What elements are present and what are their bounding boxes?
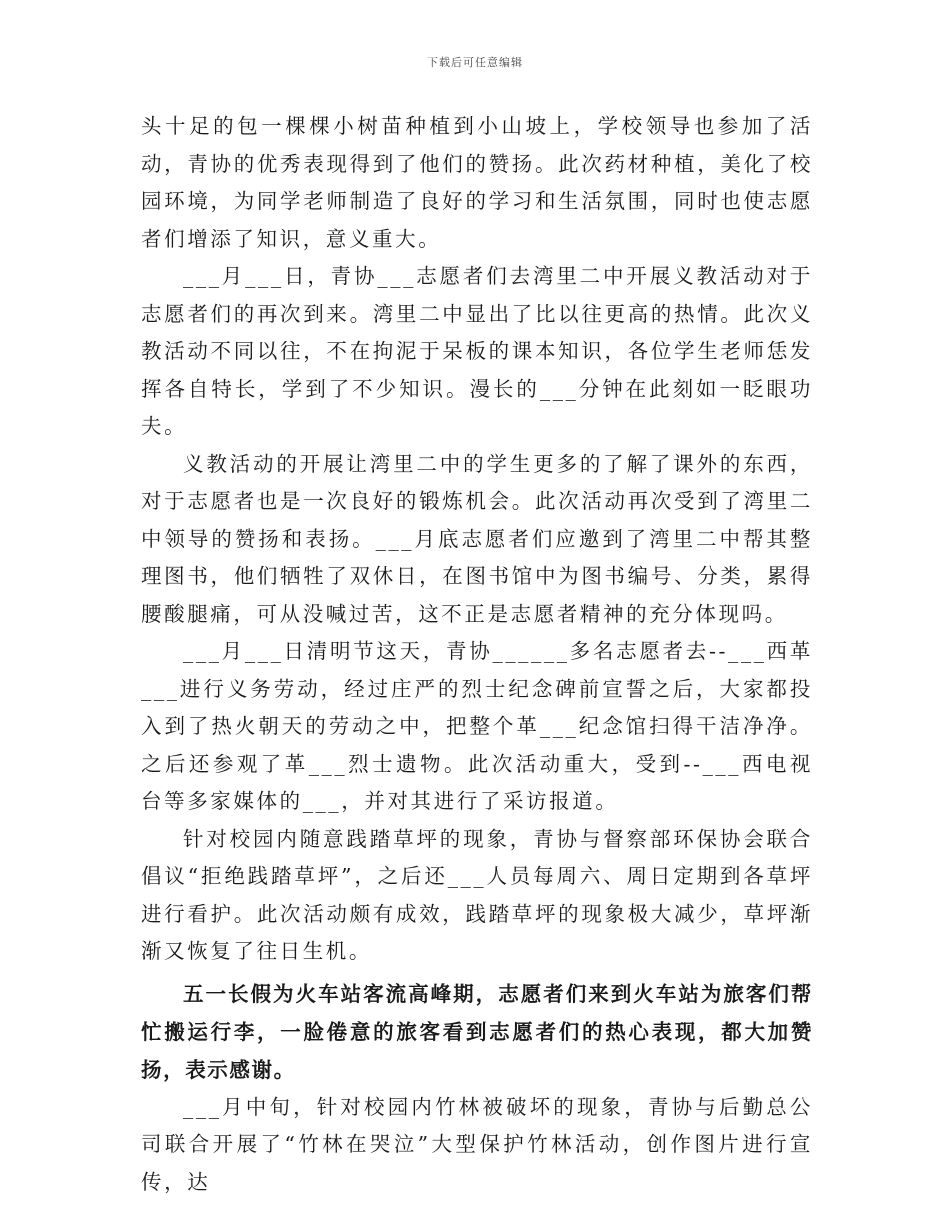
paragraph-library-help: 义教活动的开展让湾里二中的学生更多的了解了课外的东西，对于志愿者也是一次良好的锻炼机会。此次活动再次受到了湾里二中领导的赞扬和表扬。___月底志愿者们应邀到了湾里二中帮其整理图书，他们牺牲了双休日，在图书馆中为图书编号、分类，累得腰酸腿痛，可从没喊过苦，这不正是志愿者精神的充分体现吗。 — [141, 451, 813, 626]
paragraph-lawn-protection: 针对校园内随意践踏草坪的现象，青协与督察部环保协会联合倡议“拒绝践踏草坪”，之后还___人员每周六、周日定期到各草坪进行看护。此次活动颇有成效，践踏草坪的现象极大减少，草坪渐渐又恢复了往日生机。 — [141, 826, 813, 963]
paragraph-train-station: 五一长假为火车站客流高峰期，志愿者们来到火车站为旅客们帮忙搬运行李，一脸倦意的旅客看到志愿者们的热心表现，都大加赞扬，表示感谢。 — [141, 981, 813, 1082]
paragraph-volunteer-teaching: ___月___日，青协___志愿者们去湾里二中开展义教活动对于志愿者们的再次到来。湾里二中显出了比以往更高的热情。此次义教活动不同以往，不在拘泥于呆板的课本知识，各位学生老师恁发挥各自特长，学到了不少知识。漫长的___分钟在此刻如一眨眼功夫。 — [141, 264, 813, 438]
paragraph-qingming-labor: ___月___日清明节这天，青协______多名志愿者去--___西革___进行义务劳动，经过庄严的烈士纪念碑前宣誓之后，大家都投入到了热火朝天的劳动之中，把整个革___纪念馆扫得干洁净净。之后还参观了革___烈士遗物。此次活动重大，受到--___西电视台等多家媒体的___，并对其进行了采访报道。 — [141, 639, 813, 813]
paragraph-tree-planting: 头十足的包一棵棵小树苗种植到小山坡上，学校领导也参加了活动，青协的优秀表现得到了他们的赞扬。此次药材种植，美化了校园环境，为同学老师制造了良好的学习和生活氛围，同时也使志愿者们增添了知识，意义重大。 — [141, 114, 813, 251]
document-body — [141, 108, 813, 1201]
page-header: 下载后可任意编辑 — [427, 56, 523, 69]
paragraph-bamboo-protection: ___月中旬，针对校园内竹林被破坏的现象，青协与后勤总公司联合开展了“竹林在哭泣”大型保护竹林活动，创作图片进行宣传，达 — [141, 1094, 813, 1194]
